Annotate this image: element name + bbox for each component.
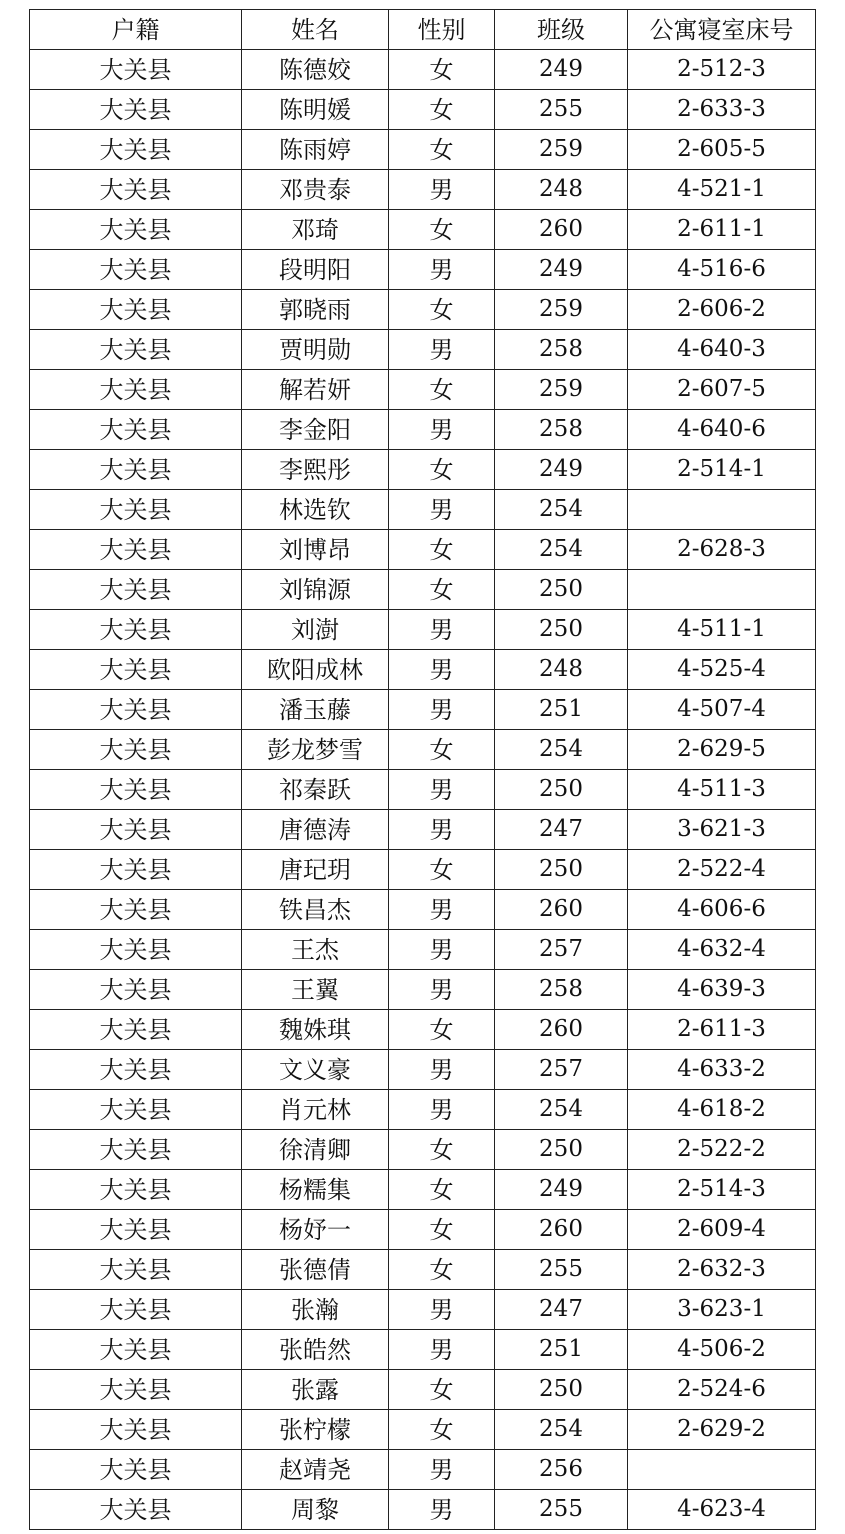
cell-hometown: 大关县: [30, 250, 242, 290]
cell-name: 赵靖尧: [242, 1450, 389, 1490]
cell-dorm-bed: 4-640-3: [628, 330, 816, 370]
cell-name: 唐德涛: [242, 810, 389, 850]
cell-name: 祁秦跃: [242, 770, 389, 810]
cell-name: 解若妍: [242, 370, 389, 410]
table-row: [30, 1330, 816, 1370]
cell-dorm-bed: 2-522-2: [628, 1130, 816, 1170]
cell-name: 刘澍: [242, 610, 389, 650]
cell-name: 刘锦源: [242, 570, 389, 610]
cell-name: 贾明勋: [242, 330, 389, 370]
cell-gender: 男: [389, 890, 495, 930]
cell-class: 248: [495, 170, 628, 210]
cell-hometown: 大关县: [30, 90, 242, 130]
table-row: [30, 290, 816, 330]
cell-name: 文义豪: [242, 1050, 389, 1090]
cell-dorm-bed: 4-632-4: [628, 930, 816, 970]
cell-dorm-bed: 2-611-1: [628, 210, 816, 250]
table-row: [30, 850, 816, 890]
cell-hometown: 大关县: [30, 1250, 242, 1290]
table-row: [30, 330, 816, 370]
cell-dorm-bed: 4-525-4: [628, 650, 816, 690]
cell-dorm-bed: 4-623-4: [628, 1490, 816, 1530]
cell-class: 250: [495, 570, 628, 610]
cell-name: 郭晓雨: [242, 290, 389, 330]
cell-name: 李金阳: [242, 410, 389, 450]
cell-gender: 男: [389, 770, 495, 810]
cell-gender: 女: [389, 1250, 495, 1290]
cell-hometown: 大关县: [30, 690, 242, 730]
cell-hometown: 大关县: [30, 570, 242, 610]
cell-gender: 男: [389, 1290, 495, 1330]
table-row: [30, 1130, 816, 1170]
table-row: [30, 1250, 816, 1290]
cell-gender: 男: [389, 650, 495, 690]
table-row: [30, 1050, 816, 1090]
cell-hometown: 大关县: [30, 930, 242, 970]
cell-dorm-bed: 4-639-3: [628, 970, 816, 1010]
cell-class: 254: [495, 1410, 628, 1450]
cell-gender: 男: [389, 930, 495, 970]
cell-class: 258: [495, 410, 628, 450]
cell-class: 255: [495, 1490, 628, 1530]
table-row: [30, 530, 816, 570]
cell-gender: 男: [389, 1050, 495, 1090]
table-row: [30, 1010, 816, 1050]
cell-name: 肖元林: [242, 1090, 389, 1130]
cell-gender: 女: [389, 450, 495, 490]
cell-class: 254: [495, 1090, 628, 1130]
table-row: [30, 1170, 816, 1210]
cell-name: 刘博昂: [242, 530, 389, 570]
cell-name: 徐清卿: [242, 1130, 389, 1170]
cell-hometown: 大关县: [30, 890, 242, 930]
cell-class: 248: [495, 650, 628, 690]
cell-name: 张露: [242, 1370, 389, 1410]
cell-dorm-bed: 2-605-5: [628, 130, 816, 170]
cell-name: 周黎: [242, 1490, 389, 1530]
cell-gender: 女: [389, 1210, 495, 1250]
cell-hometown: 大关县: [30, 810, 242, 850]
cell-class: 259: [495, 290, 628, 330]
cell-gender: 女: [389, 130, 495, 170]
cell-dorm-bed: 4-511-1: [628, 610, 816, 650]
table-header: [30, 10, 816, 50]
cell-class: 247: [495, 1290, 628, 1330]
cell-dorm-bed: 2-524-6: [628, 1370, 816, 1410]
cell-hometown: 大关县: [30, 1290, 242, 1330]
cell-dorm-bed: 2-514-3: [628, 1170, 816, 1210]
header-gender: 性别: [389, 10, 495, 50]
cell-name: 陈明媛: [242, 90, 389, 130]
cell-gender: 男: [389, 250, 495, 290]
cell-hometown: 大关县: [30, 1090, 242, 1130]
cell-dorm-bed: 2-629-2: [628, 1410, 816, 1450]
cell-dorm-bed: 2-629-5: [628, 730, 816, 770]
cell-class: 251: [495, 690, 628, 730]
cell-gender: 男: [389, 970, 495, 1010]
table-row: [30, 730, 816, 770]
cell-hometown: 大关县: [30, 370, 242, 410]
cell-dorm-bed: 2-512-3: [628, 50, 816, 90]
cell-gender: 女: [389, 90, 495, 130]
cell-hometown: 大关县: [30, 730, 242, 770]
cell-hometown: 大关县: [30, 290, 242, 330]
table-row: [30, 370, 816, 410]
cell-dorm-bed: 4-618-2: [628, 1090, 816, 1130]
cell-dorm-bed: 2-522-4: [628, 850, 816, 890]
cell-gender: 女: [389, 850, 495, 890]
cell-hometown: 大关县: [30, 610, 242, 650]
cell-dorm-bed: 4-506-2: [628, 1330, 816, 1370]
cell-dorm-bed: 3-623-1: [628, 1290, 816, 1330]
cell-dorm-bed: 4-633-2: [628, 1050, 816, 1090]
cell-hometown: 大关县: [30, 770, 242, 810]
cell-class: 255: [495, 1250, 628, 1290]
cell-gender: 女: [389, 290, 495, 330]
table-row: [30, 90, 816, 130]
cell-class: 250: [495, 1370, 628, 1410]
cell-class: 259: [495, 130, 628, 170]
cell-dorm-bed: 2-609-4: [628, 1210, 816, 1250]
header-name: 姓名: [242, 10, 389, 50]
cell-gender: 男: [389, 690, 495, 730]
cell-dorm-bed: 2-628-3: [628, 530, 816, 570]
cell-dorm-bed: 2-632-3: [628, 1250, 816, 1290]
table-row: [30, 1410, 816, 1450]
header-hometown: 户籍: [30, 10, 242, 50]
table-row: [30, 1370, 816, 1410]
cell-class: 258: [495, 970, 628, 1010]
cell-class: 260: [495, 890, 628, 930]
cell-class: 258: [495, 330, 628, 370]
cell-hometown: 大关县: [30, 1370, 242, 1410]
cell-hometown: 大关县: [30, 130, 242, 170]
cell-hometown: 大关县: [30, 1050, 242, 1090]
table-row: [30, 1210, 816, 1250]
cell-name: 彭龙梦雪: [242, 730, 389, 770]
cell-dorm-bed: 4-507-4: [628, 690, 816, 730]
cell-hometown: 大关县: [30, 850, 242, 890]
table-row: [30, 690, 816, 730]
cell-hometown: 大关县: [30, 410, 242, 450]
table-row: [30, 250, 816, 290]
cell-dorm-bed: [628, 1450, 816, 1490]
table-row: [30, 1290, 816, 1330]
cell-class: 254: [495, 730, 628, 770]
cell-hometown: 大关县: [30, 1450, 242, 1490]
cell-gender: 女: [389, 1010, 495, 1050]
cell-name: 铁昌杰: [242, 890, 389, 930]
cell-class: 249: [495, 250, 628, 290]
cell-gender: 女: [389, 570, 495, 610]
cell-hometown: 大关县: [30, 210, 242, 250]
table-row: [30, 1090, 816, 1130]
table-row: [30, 930, 816, 970]
cell-hometown: 大关县: [30, 330, 242, 370]
cell-name: 陈雨婷: [242, 130, 389, 170]
cell-name: 邓贵泰: [242, 170, 389, 210]
cell-hometown: 大关县: [30, 650, 242, 690]
header-dorm-bed: 公寓寝室床号: [628, 10, 816, 50]
table-row: [30, 970, 816, 1010]
cell-gender: 男: [389, 490, 495, 530]
cell-hometown: 大关县: [30, 490, 242, 530]
cell-class: 249: [495, 450, 628, 490]
cell-dorm-bed: 4-640-6: [628, 410, 816, 450]
cell-dorm-bed: [628, 490, 816, 530]
cell-hometown: 大关县: [30, 1210, 242, 1250]
table-row: [30, 1450, 816, 1490]
cell-dorm-bed: 4-511-3: [628, 770, 816, 810]
cell-dorm-bed: 2-607-5: [628, 370, 816, 410]
cell-dorm-bed: 2-633-3: [628, 90, 816, 130]
cell-class: 257: [495, 930, 628, 970]
cell-name: 张瀚: [242, 1290, 389, 1330]
cell-class: 249: [495, 50, 628, 90]
cell-class: 260: [495, 210, 628, 250]
cell-name: 邓琦: [242, 210, 389, 250]
cell-dorm-bed: 2-611-3: [628, 1010, 816, 1050]
table-row: [30, 50, 816, 90]
cell-hometown: 大关县: [30, 1330, 242, 1370]
cell-class: 260: [495, 1210, 628, 1250]
table-row: [30, 610, 816, 650]
cell-name: 林选钦: [242, 490, 389, 530]
table-row: [30, 650, 816, 690]
cell-hometown: 大关县: [30, 1130, 242, 1170]
table-row: [30, 890, 816, 930]
cell-class: 251: [495, 1330, 628, 1370]
cell-class: 255: [495, 90, 628, 130]
cell-class: 249: [495, 1170, 628, 1210]
table-row: [30, 570, 816, 610]
cell-gender: 男: [389, 610, 495, 650]
cell-gender: 女: [389, 730, 495, 770]
table-row: [30, 490, 816, 530]
table-row: [30, 770, 816, 810]
cell-name: 张柠檬: [242, 1410, 389, 1450]
table-row: [30, 450, 816, 490]
cell-hometown: 大关县: [30, 1490, 242, 1530]
cell-name: 魏姝琪: [242, 1010, 389, 1050]
cell-dorm-bed: 4-521-1: [628, 170, 816, 210]
cell-gender: 女: [389, 1410, 495, 1450]
cell-gender: 女: [389, 530, 495, 570]
cell-class: 256: [495, 1450, 628, 1490]
cell-dorm-bed: 2-606-2: [628, 290, 816, 330]
cell-gender: 女: [389, 1170, 495, 1210]
cell-gender: 男: [389, 330, 495, 370]
cell-hometown: 大关县: [30, 1410, 242, 1450]
cell-gender: 男: [389, 1490, 495, 1530]
table-row: [30, 210, 816, 250]
table-body: [30, 50, 816, 1530]
cell-class: 254: [495, 530, 628, 570]
cell-name: 李熙彤: [242, 450, 389, 490]
cell-class: 259: [495, 370, 628, 410]
table-row: [30, 170, 816, 210]
cell-name: 唐玘玥: [242, 850, 389, 890]
cell-hometown: 大关县: [30, 970, 242, 1010]
cell-dorm-bed: 2-514-1: [628, 450, 816, 490]
table-row: [30, 130, 816, 170]
cell-class: 257: [495, 1050, 628, 1090]
student-roster-table: [29, 9, 816, 1530]
cell-hometown: 大关县: [30, 530, 242, 570]
cell-name: 杨妤一: [242, 1210, 389, 1250]
cell-name: 王翼: [242, 970, 389, 1010]
cell-name: 张皓然: [242, 1330, 389, 1370]
cell-name: 杨糯集: [242, 1170, 389, 1210]
cell-gender: 男: [389, 1450, 495, 1490]
header-row: [30, 10, 816, 50]
cell-name: 段明阳: [242, 250, 389, 290]
cell-dorm-bed: [628, 570, 816, 610]
cell-gender: 男: [389, 410, 495, 450]
cell-gender: 男: [389, 1330, 495, 1370]
cell-dorm-bed: 4-516-6: [628, 250, 816, 290]
cell-name: 欧阳成林: [242, 650, 389, 690]
header-class: 班级: [495, 10, 628, 50]
cell-class: 250: [495, 1130, 628, 1170]
cell-gender: 男: [389, 1090, 495, 1130]
cell-name: 张德倩: [242, 1250, 389, 1290]
cell-name: 潘玉藤: [242, 690, 389, 730]
cell-hometown: 大关县: [30, 170, 242, 210]
table-row: [30, 1490, 816, 1530]
cell-class: 250: [495, 610, 628, 650]
cell-gender: 女: [389, 370, 495, 410]
table-row: [30, 810, 816, 850]
cell-class: 254: [495, 490, 628, 530]
cell-class: 260: [495, 1010, 628, 1050]
cell-name: 王杰: [242, 930, 389, 970]
cell-class: 250: [495, 850, 628, 890]
cell-gender: 女: [389, 50, 495, 90]
cell-gender: 女: [389, 210, 495, 250]
cell-gender: 男: [389, 810, 495, 850]
cell-hometown: 大关县: [30, 1010, 242, 1050]
cell-gender: 男: [389, 170, 495, 210]
cell-class: 250: [495, 770, 628, 810]
cell-gender: 女: [389, 1130, 495, 1170]
cell-class: 247: [495, 810, 628, 850]
cell-hometown: 大关县: [30, 450, 242, 490]
cell-name: 陈德姣: [242, 50, 389, 90]
cell-dorm-bed: 4-606-6: [628, 890, 816, 930]
cell-dorm-bed: 3-621-3: [628, 810, 816, 850]
cell-gender: 女: [389, 1370, 495, 1410]
cell-hometown: 大关县: [30, 1170, 242, 1210]
table-row: [30, 410, 816, 450]
cell-hometown: 大关县: [30, 50, 242, 90]
